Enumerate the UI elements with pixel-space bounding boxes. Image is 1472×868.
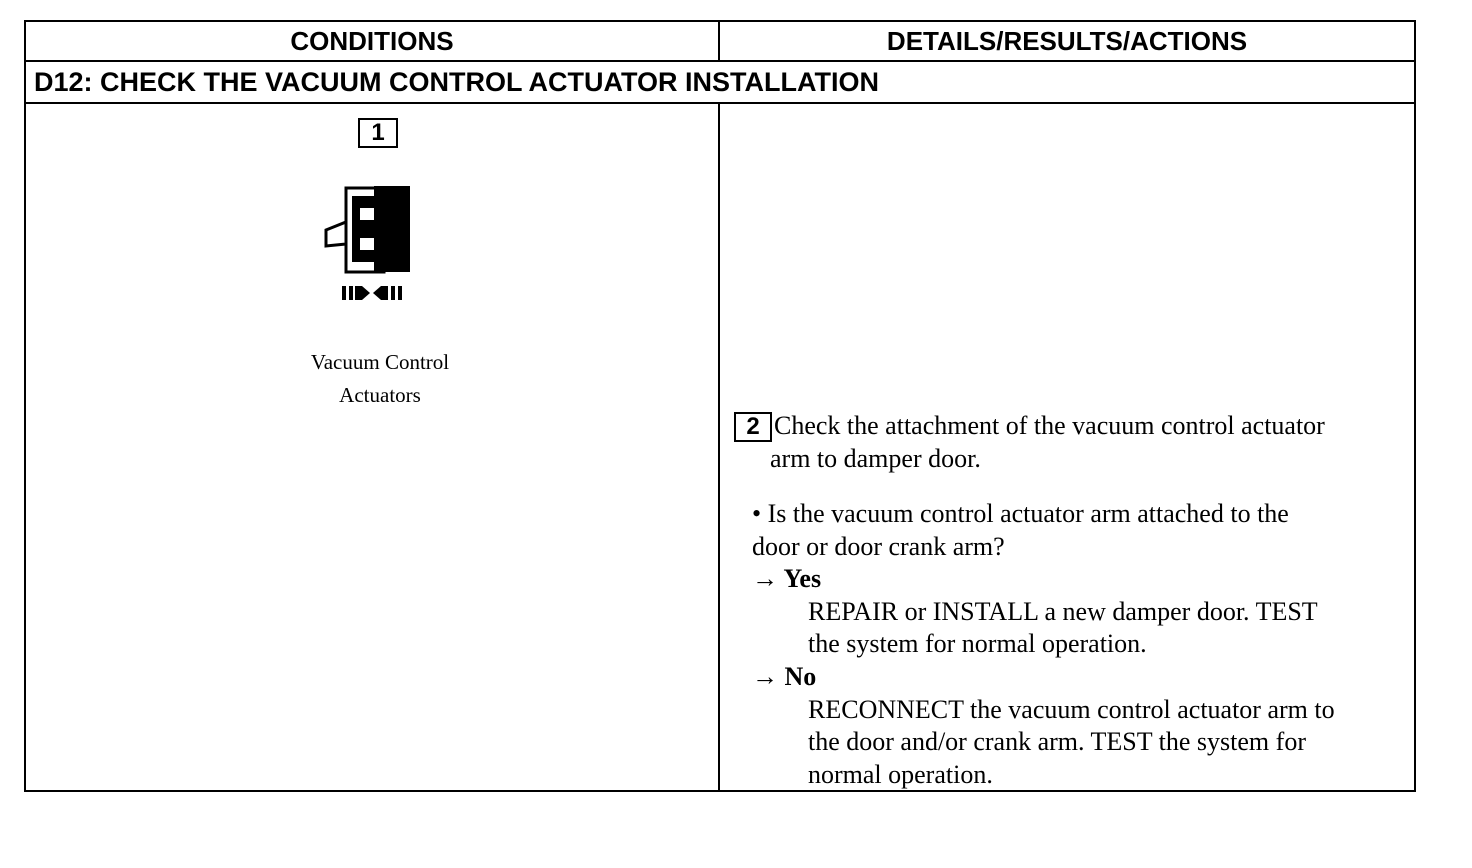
step-2-number: 2: [734, 412, 772, 442]
question-line: door or door crank arm?: [752, 531, 1005, 561]
column-divider: [718, 104, 720, 790]
step-2-instruction: [770, 409, 1414, 475]
yes-label: → Yes: [752, 564, 822, 594]
instruction-line: arm to damper door.: [770, 444, 981, 473]
question-block: [752, 498, 1412, 791]
no-label: → No: [752, 661, 817, 691]
details-header: DETAILS/RESULTS/ACTIONS: [720, 22, 1414, 62]
question-line: • Is the vacuum control actuator arm attached to the: [752, 499, 1289, 528]
vacuum-actuator-icon: [322, 182, 414, 306]
no-action-line: the door and/or crank arm. TEST the system for: [808, 727, 1306, 757]
instruction-line: Check the attachment of the vacuum control actuator: [774, 411, 1325, 440]
step-1-number: 1: [358, 118, 398, 148]
diagnostic-table: [24, 20, 1416, 792]
conditions-header: CONDITIONS: [26, 22, 720, 62]
no-action-line: RECONNECT the vacuum control actuator arm to: [808, 694, 1335, 724]
section-title: D12: CHECK THE VACUUM CONTROL ACTUATOR INSTALLATION: [26, 62, 1414, 104]
yes-action-line: the system for normal operation.: [808, 629, 1147, 659]
caption-line: Vacuum Control: [310, 350, 450, 374]
actuator-caption: [250, 346, 510, 412]
caption-line: Actuators: [339, 383, 421, 407]
yes-action-line: REPAIR or INSTALL a new damper door. TEST: [808, 596, 1318, 626]
no-action-line: normal operation.: [808, 759, 993, 789]
